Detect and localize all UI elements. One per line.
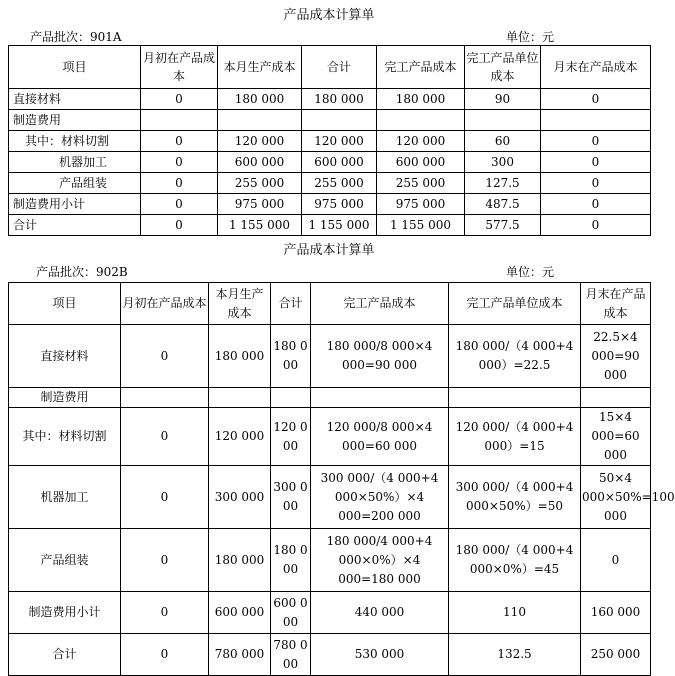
cell: 300 000/（4 000+4 000×50%）×4 000=200 000 [311,466,449,529]
cell: 0 [121,592,209,634]
cell: 250 000 [581,634,651,676]
cell: 300 000 [209,466,271,529]
cell: 0 [581,529,651,592]
table2-header-finished-cost: 完工产品成本 [311,283,449,325]
cell: 22.5×4 000=90 000 [581,325,651,388]
cell: 0 [541,215,651,236]
cell: 600 000 [302,152,377,173]
cell: 160 000 [581,592,651,634]
cell: 440 000 [311,592,449,634]
cell: 780 000 [271,634,311,676]
cell: 975 000 [218,194,302,215]
cell: 180 000 [271,325,311,388]
cell: 0 [121,529,209,592]
table2-unit: 单位：元 [506,265,555,279]
row-label: 机器加工 [9,152,141,173]
row-label: 制造费用 [9,110,141,131]
row-label: 制造费用 [9,388,121,408]
cell: 530 000 [311,634,449,676]
cell: 487.5 [465,194,541,215]
table-row [9,408,651,466]
row-label: 制造费用小计 [9,592,121,634]
table2-title: 产品成本计算单 [283,243,375,258]
table1-header-finished-cost: 完工产品成本 [377,46,465,89]
cell: 180 000 [209,325,271,388]
row-label: 直接材料 [9,325,121,388]
cell: 120 000 [377,131,465,152]
cell: 180 000/8 000×4 000=90 000 [311,325,449,388]
cell: 180 000 [271,529,311,592]
table-row [9,592,651,634]
cost-table-902b [8,282,675,676]
cell: 120 000/（4 000+4 000）=15 [449,408,581,466]
cell: 975 000 [377,194,465,215]
cell: 0 [541,173,651,194]
table-row [9,325,651,388]
cell: 300 000/（4 000+4 000×50%）=50 [449,466,581,529]
cell: 0 [541,89,651,110]
cell: 0 [141,194,218,215]
cell [377,110,465,131]
cell: 577.5 [465,215,541,236]
row-label: 产品组装 [9,529,121,592]
cell: 180 000 [377,89,465,110]
row-label: 产品组装 [9,173,141,194]
cell: 120 000/8 000×4 000=60 000 [311,408,449,466]
cell [449,388,581,408]
row-label: 合计 [9,634,121,676]
cell: 0 [121,325,209,388]
cell: 600 000 [218,152,302,173]
cell: 120 000 [302,131,377,152]
table-row [9,388,651,408]
row-label: 其中：材料切割 [9,408,121,466]
row-label: 合计 [9,215,141,236]
table-row [9,152,651,173]
cell: 180 000 [218,89,302,110]
cell: 975 000 [302,194,377,215]
table1-unit: 单位：元 [506,30,555,44]
cell: 120 000 [218,131,302,152]
cell: 120 000 [271,408,311,466]
table-row [9,110,651,131]
table1-header-opening-wip: 月初在产品成本 [141,46,218,89]
cell: 180 000 [209,529,271,592]
table2-header-item: 项目 [9,283,121,325]
table2-header-closing-wip: 月末在产品成本 [581,283,651,325]
cell [209,388,271,408]
cell: 120 000 [209,408,271,466]
cell: 127.5 [465,173,541,194]
cell: 0 [141,215,218,236]
cell: 180 000/4 000+4 000×0%）×4 000=180 000 [311,529,449,592]
cell: 255 000 [377,173,465,194]
cell: 0 [141,89,218,110]
cell: 1 155 000 [377,215,465,236]
cell: 0 [541,131,651,152]
table-row [9,194,651,215]
cell: 50×4 000×50%=100 000 [581,466,651,529]
table1-header-closing-wip: 月末在产品成本 [541,46,651,89]
cell: 600 000 [377,152,465,173]
table1-header-current-cost: 本月生产成本 [218,46,302,89]
cell: 0 [541,152,651,173]
cell [218,110,302,131]
table2-header-current-cost: 本月生产成本 [209,283,271,325]
cell: 300 [465,152,541,173]
table1-header-item: 项目 [9,46,141,89]
cell: 1 155 000 [302,215,377,236]
table2-header-total: 合计 [271,283,311,325]
cell: 132.5 [449,634,581,676]
table2-header-opening-wip: 月初在产品成本 [121,283,209,325]
cell [121,388,209,408]
table-row [9,634,651,676]
row-label: 机器加工 [9,466,121,529]
cell: 15×4 000=60 000 [581,408,651,466]
row-label: 直接材料 [9,89,141,110]
cell: 600 000 [209,592,271,634]
cell: 110 [449,592,581,634]
cell [541,110,651,131]
cell [141,110,218,131]
cell [302,110,377,131]
cell: 1 155 000 [218,215,302,236]
table1-header-row [9,46,651,89]
cell: 0 [121,634,209,676]
cell: 0 [541,194,651,215]
table-row [9,215,651,236]
cell [581,388,651,408]
cell: 60 [465,131,541,152]
cell: 0 [121,466,209,529]
row-label: 其中：材料切割 [9,131,141,152]
cell: 0 [141,152,218,173]
table-row [9,89,651,110]
table-row [9,173,651,194]
cell: 780 000 [209,634,271,676]
cell [465,110,541,131]
table2-header-row [9,283,651,325]
cell: 180 000/（4 000+4 000）=22.5 [449,325,581,388]
cell [311,388,449,408]
table1-batch: 产品批次：901A [30,30,122,44]
table2-header-unit-cost: 完工产品单位成本 [449,283,581,325]
cell: 0 [121,408,209,466]
cell [271,388,311,408]
table1-header-total: 合计 [302,46,377,89]
table1-header-unit-cost: 完工产品单位成本 [465,46,541,89]
cell: 90 [465,89,541,110]
cell: 255 000 [218,173,302,194]
table-row [9,466,651,529]
cell: 255 000 [302,173,377,194]
cell: 0 [141,173,218,194]
cell: 180 000/（4 000+4 000×0%）=45 [449,529,581,592]
table2-batch: 产品批次：902B [36,265,128,279]
table1-title: 产品成本计算单 [283,8,375,23]
cell: 300 000 [271,466,311,529]
table-row [9,131,651,152]
cell: 180 000 [302,89,377,110]
cell: 600 000 [271,592,311,634]
cost-table-901a [8,45,651,236]
cell: 0 [141,131,218,152]
table-row [9,529,651,592]
row-label: 制造费用小计 [9,194,141,215]
